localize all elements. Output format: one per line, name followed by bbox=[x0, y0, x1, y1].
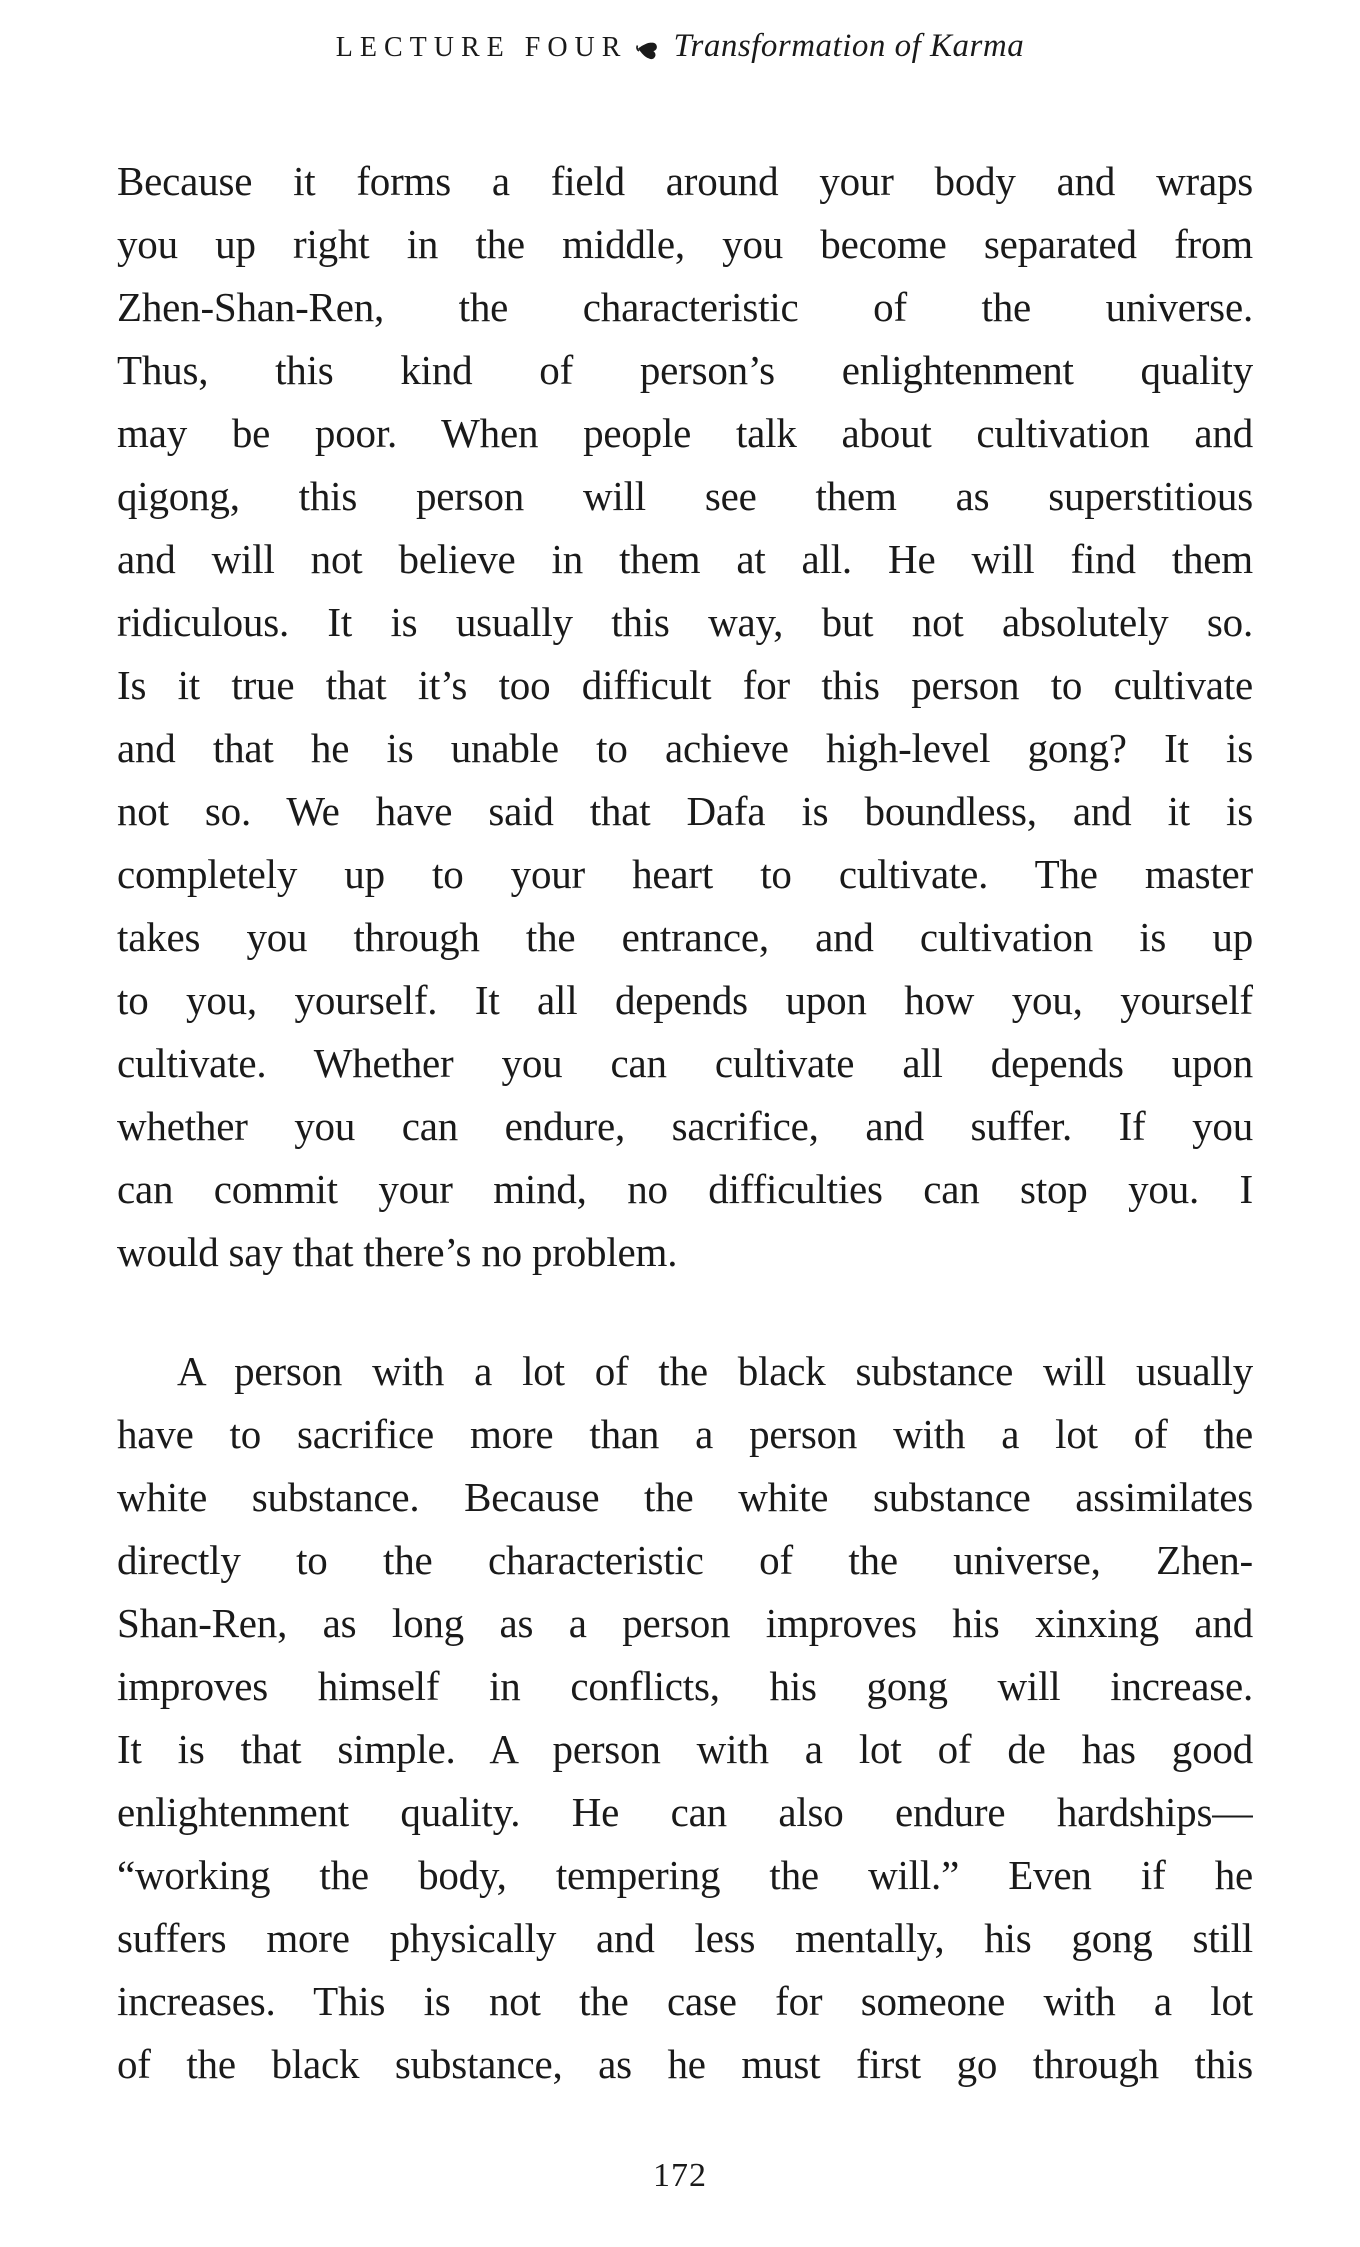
text-line: and will not believe in them at all. He will find them bbox=[117, 536, 1253, 582]
text-line: whether you can endure, sacrifice, and suffer. If you bbox=[117, 1103, 1253, 1149]
text-line: to you, yourself. It all depends upon how you, yourself bbox=[117, 977, 1253, 1023]
text-line: Shan-Ren, as long as a person improves his xinxing and bbox=[117, 1600, 1253, 1646]
text-line: completely up to your heart to cultivate. The master bbox=[117, 851, 1253, 897]
lecture-label: LECTURE FOUR bbox=[335, 32, 628, 63]
text-line: takes you through the entrance, and cultivation is up bbox=[117, 914, 1253, 960]
text-line: Thus, this kind of person’s enlightenment quality bbox=[117, 347, 1253, 393]
text-line: Zhen-Shan-Ren, the characteristic of the universe. bbox=[117, 284, 1253, 330]
text-line: ridiculous. It is usually this way, but not absolutely so. bbox=[117, 599, 1253, 645]
text-line: A person with a lot of the black substance will usually bbox=[177, 1348, 1253, 1394]
text-line: It is that simple. A person with a lot of de has good bbox=[117, 1726, 1253, 1772]
paragraph bbox=[117, 150, 1253, 1284]
text-line: enlightenment quality. He can also endure hardships— bbox=[117, 1789, 1253, 1835]
text-line: would say that there’s no problem. bbox=[117, 1229, 678, 1275]
text-line: of the black substance, as he must first go through this bbox=[117, 2041, 1253, 2087]
text-line: qigong, this person will see them as superstitious bbox=[117, 473, 1253, 519]
text-line: Is it true that it’s too difficult for this person to cultivate bbox=[117, 662, 1253, 708]
text-line: improves himself in conflicts, his gong will increase. bbox=[117, 1663, 1253, 1709]
text-line: “working the body, tempering the will.” Even if he bbox=[117, 1852, 1253, 1898]
paragraph bbox=[117, 1340, 1253, 2096]
text-line: increases. This is not the case for someone with a lot bbox=[117, 1978, 1253, 2024]
page-number: 172 bbox=[653, 2157, 707, 2194]
running-header bbox=[0, 28, 1360, 65]
text-line: you up right in the middle, you become separated from bbox=[117, 221, 1253, 267]
text-line: cultivate. Whether you can cultivate all depends upon bbox=[117, 1040, 1253, 1086]
fleuron-leaf-icon bbox=[635, 38, 659, 62]
text-line: can commit your mind, no difficulties can stop you. I bbox=[117, 1166, 1253, 1212]
page-body bbox=[117, 150, 1253, 2096]
chapter-title: Transformation of Karma bbox=[673, 28, 1025, 64]
text-line: suffers more physically and less mentally, his gong still bbox=[117, 1915, 1253, 1961]
text-line: have to sacrifice more than a person with a lot of the bbox=[117, 1411, 1253, 1457]
text-line: white substance. Because the white substance assimilates bbox=[117, 1474, 1253, 1520]
text-line: not so. We have said that Dafa is boundless, and it is bbox=[117, 788, 1253, 834]
text-line: and that he is unable to achieve high-level gong? It is bbox=[117, 725, 1253, 771]
text-line: Because it forms a field around your body and wraps bbox=[117, 158, 1253, 204]
text-line: may be poor. When people talk about cultivation and bbox=[117, 410, 1253, 456]
text-line: directly to the characteristic of the universe, Zhen- bbox=[117, 1537, 1253, 1583]
